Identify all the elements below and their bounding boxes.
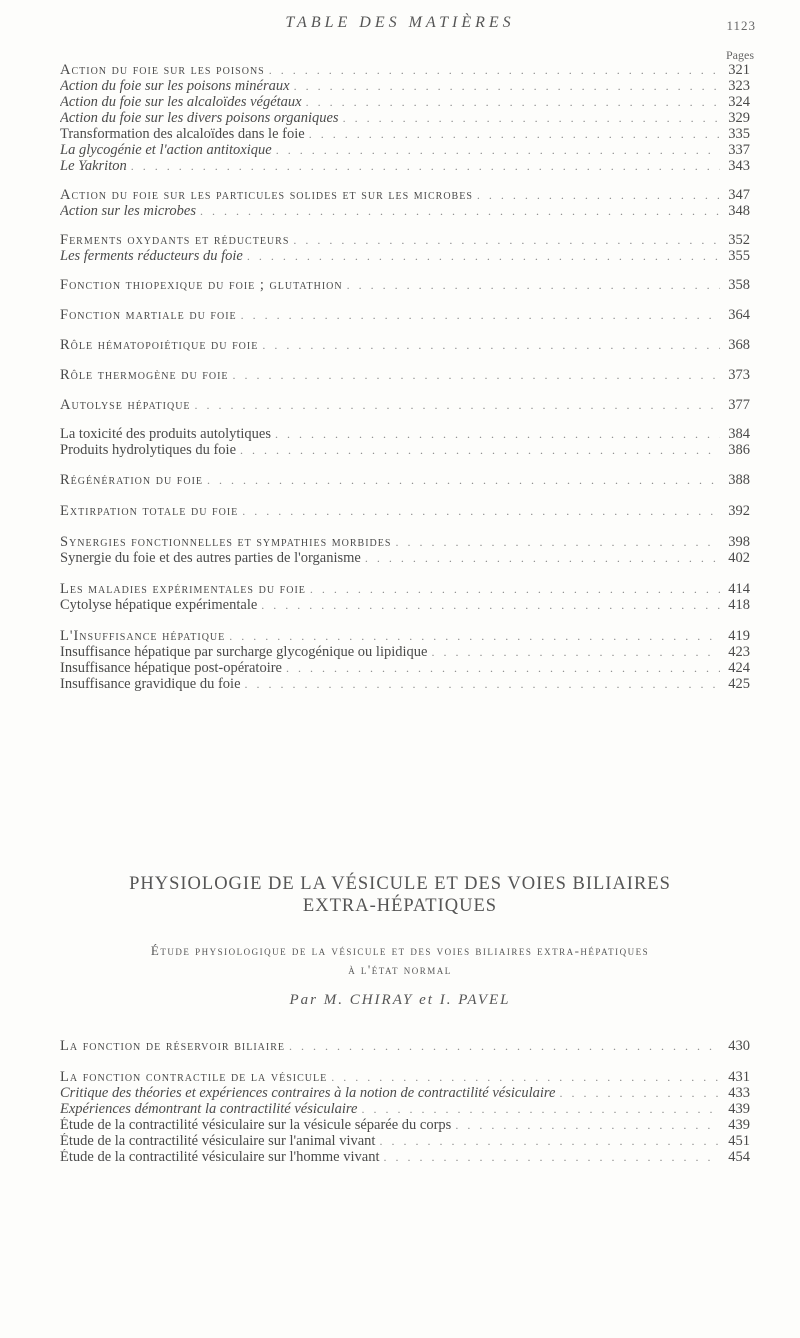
toc-leader-dots [131,159,720,174]
toc-entry [60,158,750,174]
toc-leader-dots [262,338,720,353]
toc-entry [60,644,750,660]
toc-leader-dots [379,1134,720,1149]
toc-leader-dots [269,63,720,78]
toc-entry [60,307,750,323]
part-subtitle [40,941,760,979]
part-title [0,873,800,917]
toc-leader-dots [365,551,720,566]
toc-entry [60,581,750,597]
running-title: TABLE DES MATIÈRES [285,14,515,31]
toc-leader-dots [343,111,720,126]
toc-entry [60,187,750,203]
toc-entry-title: Transformation des alcaloïdes dans le foie [60,126,305,142]
toc-entry [60,1038,750,1054]
toc-leader-dots [331,1070,720,1085]
authors: Par M. CHIRAY et I. PAVEL [289,992,511,1008]
toc-entry-page: 368 [728,337,750,353]
toc-leader-dots [477,188,720,203]
toc-leader-dots [247,249,720,264]
toc-entry-title: Rôle hématopoiétique du foie [60,337,259,353]
toc-leader-dots [395,535,720,550]
toc-entry-page: 424 [728,660,750,676]
toc-leader-dots [276,143,720,158]
toc-leader-dots [347,278,720,293]
toc-leader-dots [384,1150,721,1165]
toc-entry-page: 439 [728,1117,750,1133]
toc-entry-page: 335 [728,126,750,142]
toc-entry [60,62,750,78]
toc-leader-dots [261,598,720,613]
toc-leader-dots [289,1039,720,1054]
toc-leader-dots [242,504,720,519]
table-of-contents [60,62,750,692]
toc-entry [60,203,750,219]
toc-entry-title: Action sur les microbes [60,203,196,219]
toc-entry-page: 384 [728,426,750,442]
toc-leader-dots [240,443,720,458]
toc-entry-page: 439 [728,1101,750,1117]
toc-entry-page: 433 [728,1085,750,1101]
part-title-line-1: PHYSIOLOGIE DE LA VÉSICULE ET DES VOIES BILIAIRES [129,874,671,894]
toc-entry-page: 386 [728,442,750,458]
toc-entry-title: La fonction contractile de la vésicule [60,1069,328,1085]
toc-entry-title: Action du foie sur les poisons [60,62,265,78]
toc-leader-dots [195,398,720,413]
toc-entry-page: 337 [728,142,750,158]
toc-leader-dots [310,582,720,597]
toc-entry-page: 355 [728,248,750,264]
part-title-line-2: EXTRA-HÉPATIQUES [302,896,498,916]
toc-entry [60,550,750,566]
toc-entry-title: Autolyse hépatique [60,397,191,413]
toc-entry-title: Régénération du foie [60,472,204,488]
toc-leader-dots [245,677,720,692]
toc-leader-dots [309,127,720,142]
toc-entry-title: Critique des théories et expériences contraires à la notion de contractilité vésiculaire [60,1085,556,1101]
toc-entry [60,94,750,110]
toc-entry-page: 425 [728,676,750,692]
toc-entry-title: Expériences démontrant la contractilité vésiculaire [60,1101,358,1117]
toc-entry-page: 321 [728,62,750,78]
toc-entry [60,534,750,550]
toc-entry [60,367,750,383]
toc-leader-dots [286,661,720,676]
toc-entry [60,628,750,644]
toc-entry-page: 431 [728,1069,750,1085]
toc-entry-page: 348 [728,203,750,219]
toc-entry-page: 377 [728,397,750,413]
toc-entry [60,1133,750,1149]
toc-entry-page: 402 [728,550,750,566]
toc-entry-title: Action du foie sur les particules solides et sur les microbes [60,187,473,203]
toc-entry-title: Synergies fonctionnelles et sympathies morbides [60,534,392,550]
toc-entry-page: 358 [728,277,750,293]
toc-entry-title: Fonction martiale du foie [60,307,237,323]
toc-entry [60,126,750,142]
toc-entry-page: 430 [728,1038,750,1054]
toc-entry-page: 388 [728,472,750,488]
part-subtitle-line-1: Étude physiologique de la vésicule et des voies biliaires extra-hépatiques [150,943,650,958]
toc-leader-dots [207,473,720,488]
toc-entry-title: L'Insuffisance hépatique [60,628,226,644]
toc-leader-dots [455,1118,720,1133]
toc-entry-page: 347 [728,187,750,203]
toc-entry-title: Cytolyse hépatique expérimentale [60,597,258,613]
toc-entry-page: 423 [728,644,750,660]
toc-entry-title: Les maladies expérimentales du foie [60,581,306,597]
toc-entry [60,676,750,692]
toc-entry [60,442,750,458]
toc-leader-dots [294,79,720,94]
toc-entry-title: Étude de la contractilité vésiculaire sur la vésicule séparée du corps [60,1117,452,1133]
toc-entry-title: Insuffisance gravidique du foie [60,676,241,692]
toc-entry-page: 373 [728,367,750,383]
page-number: 1123 [726,18,756,33]
toc-entry-page: 343 [728,158,750,174]
toc-entry [60,1149,750,1165]
toc-entry-page: 324 [728,94,750,110]
toc-entry-page: 392 [728,503,750,519]
toc-leader-dots [229,629,720,644]
toc-entry [60,232,750,248]
toc-entry-page: 329 [728,110,750,126]
toc-entry-title: Insuffisance hépatique par surcharge glycogénique ou lipidique [60,644,428,660]
toc-entry [60,248,750,264]
toc-entry-title: Fonction thiopexique du foie ; glutathion [60,277,343,293]
toc-entry-page: 419 [728,628,750,644]
toc-entry [60,78,750,94]
toc-entry [60,597,750,613]
toc-leader-dots [431,645,720,660]
toc-entry-title: La toxicité des produits autolytiques [60,426,272,442]
toc-entry-title: Étude de la contractilité vésiculaire sur l'animal vivant [60,1133,376,1149]
toc-entry-page: 418 [728,597,750,613]
toc-entry-page: 451 [728,1133,750,1149]
toc-entry [60,503,750,519]
table-of-contents-part-2 [60,1038,750,1165]
toc-entry [60,426,750,442]
toc-entry [60,337,750,353]
toc-entry-title: Produits hydrolytiques du foie [60,442,237,458]
toc-entry [60,142,750,158]
toc-leader-dots [361,1102,720,1117]
toc-entry [60,397,750,413]
toc-entry-title: Ferments oxydants et réducteurs [60,232,290,248]
toc-leader-dots [200,204,720,219]
toc-entry-page: 414 [728,581,750,597]
toc-leader-dots [306,95,720,110]
pages-column-label: Pages [726,48,754,62]
toc-entry-title: Action du foie sur les alcaloïdes végétaux [60,94,302,110]
toc-leader-dots [559,1086,720,1101]
toc-entry [60,277,750,293]
toc-entry-title: Les ferments réducteurs du foie [60,248,243,264]
toc-entry-title: Rôle thermogène du foie [60,367,229,383]
toc-entry [60,1069,750,1085]
toc-entry-title: Action du foie sur les poisons minéraux [60,78,290,94]
toc-leader-dots [233,368,720,383]
toc-entry-page: 454 [728,1149,750,1165]
toc-entry [60,660,750,676]
toc-entry [60,472,750,488]
toc-leader-dots [241,308,720,323]
part-subtitle-line-2: à l'état normal [348,962,452,977]
toc-entry-title: Action du foie sur les divers poisons organiques [60,110,339,126]
toc-entry-title: La fonction de réservoir biliaire [60,1038,285,1054]
toc-entry-title: Insuffisance hépatique post-opératoire [60,660,282,676]
toc-entry-title: Synergie du foie et des autres parties de l'organisme [60,550,361,566]
toc-entry [60,110,750,126]
toc-leader-dots [275,427,720,442]
toc-leader-dots [293,233,720,248]
toc-entry-page: 398 [728,534,750,550]
toc-entry [60,1085,750,1101]
toc-entry-title: La glycogénie et l'action antitoxique [60,142,272,158]
toc-entry-title: Étude de la contractilité vésiculaire sur l'homme vivant [60,1149,380,1165]
toc-entry-title: Le Yakriton [60,158,127,174]
toc-entry [60,1101,750,1117]
toc-entry-page: 323 [728,78,750,94]
toc-entry-page: 364 [728,307,750,323]
toc-entry-page: 352 [728,232,750,248]
toc-entry [60,1117,750,1133]
toc-entry-title: Extirpation totale du foie [60,503,239,519]
